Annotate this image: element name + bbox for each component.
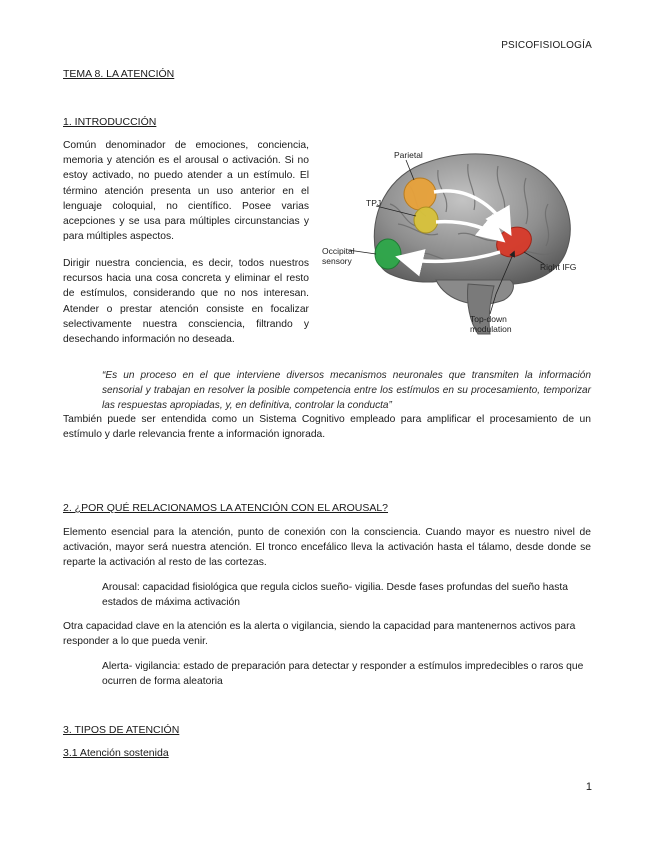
- running-header: PSICOFISIOLOGÍA: [501, 40, 592, 51]
- arousal-paragraph-1: Elemento esencial para la atención, punto de conexión con la consciencia. Cuando mayor es nuestro nivel de activación, mayor será nuestra atención. El tronco encefálico lleva la activación hasta el tálamo, desde donde se reparte la activación al resto de las cortezas.: [63, 527, 591, 569]
- document-title: TEMA 8. LA ATENCIÓN: [63, 68, 175, 80]
- label-occipital: Occipital: [322, 246, 355, 256]
- subsection-heading-sostenida: 3.1 Atención sostenida: [63, 747, 169, 759]
- section-heading-arousal: 2. ¿POR QUÉ RELACIONAMOS LA ATENCIÓN CON EL AROUSAL?: [63, 502, 389, 514]
- definition-quote: “Es un proceso en el que interviene diversos mecanismos neuronales que transmiten la información sensorial y trabajan en resolver la posible competencia entre los estímulos en su procesamiento, temporizar las respuestas apropiadas, y, en definitiva, controlar la conducta”: [102, 370, 591, 412]
- section-heading-introduccion: 1. INTRODUCCIÓN: [63, 116, 157, 128]
- intro-paragraph-1: Común denominador de emociones, conciencia, memoria y atención es el arousal o activación. Si no estoy activado, no puedo atender a un estímulo. El término atención presenta un uso anterior en el lenguaje coloquial, no científico. Posee varias acepciones y se usa para múltiples circunstancias y para múltiples aspectos.: [63, 140, 309, 243]
- intro-paragraph-2: Dirigir nuestra conciencia, es decir, todos nuestros recursos hacia una cosa concreta y eliminar el resto de estímulos, considerando que no nos interesan. Atender o prestar atención consiste en focalizar selectivamente nuestra consciencia, filtrando y desechando información no deseada.: [63, 258, 309, 346]
- region-occipital: [375, 239, 401, 269]
- arousal-paragraph-2: Otra capacidad clave en la atención es la alerta o vigilancia, siendo la capacidad para mantenernos activos para responder a lo que pueda venir.: [63, 621, 576, 648]
- region-parietal: [404, 178, 436, 210]
- intro-paragraph-3: También puede ser entendida como un Sistema Cognitivo empleado para amplificar el procesamiento de un estímulo y darle relevancia frente a información ignorada.: [63, 414, 591, 441]
- page-number: 1: [585, 781, 592, 793]
- label-right-ifg: Right IFG: [540, 262, 577, 272]
- arousal-definition: Arousal: capacidad fisiológica que regula ciclos sueño- vigilia. Desde fases profundas del sueño hasta estados de máxima activación: [102, 582, 568, 609]
- brain-attention-figure: [318, 134, 590, 346]
- label-sensory: sensory: [322, 256, 352, 266]
- label-top-down: Top-down: [470, 314, 507, 324]
- region-tpj: [414, 207, 438, 233]
- label-modulation: modulation: [470, 324, 512, 334]
- label-tpj: TPJ: [366, 198, 382, 208]
- label-parietal: Parietal: [394, 150, 423, 160]
- alerta-definition: Alerta- vigilancia: estado de preparación para detectar y responder a estímulos impredecibles o raros que ocurren de forma aleatoria: [102, 661, 584, 688]
- section-heading-tipos: 3. TIPOS DE ATENCIÓN: [63, 724, 180, 736]
